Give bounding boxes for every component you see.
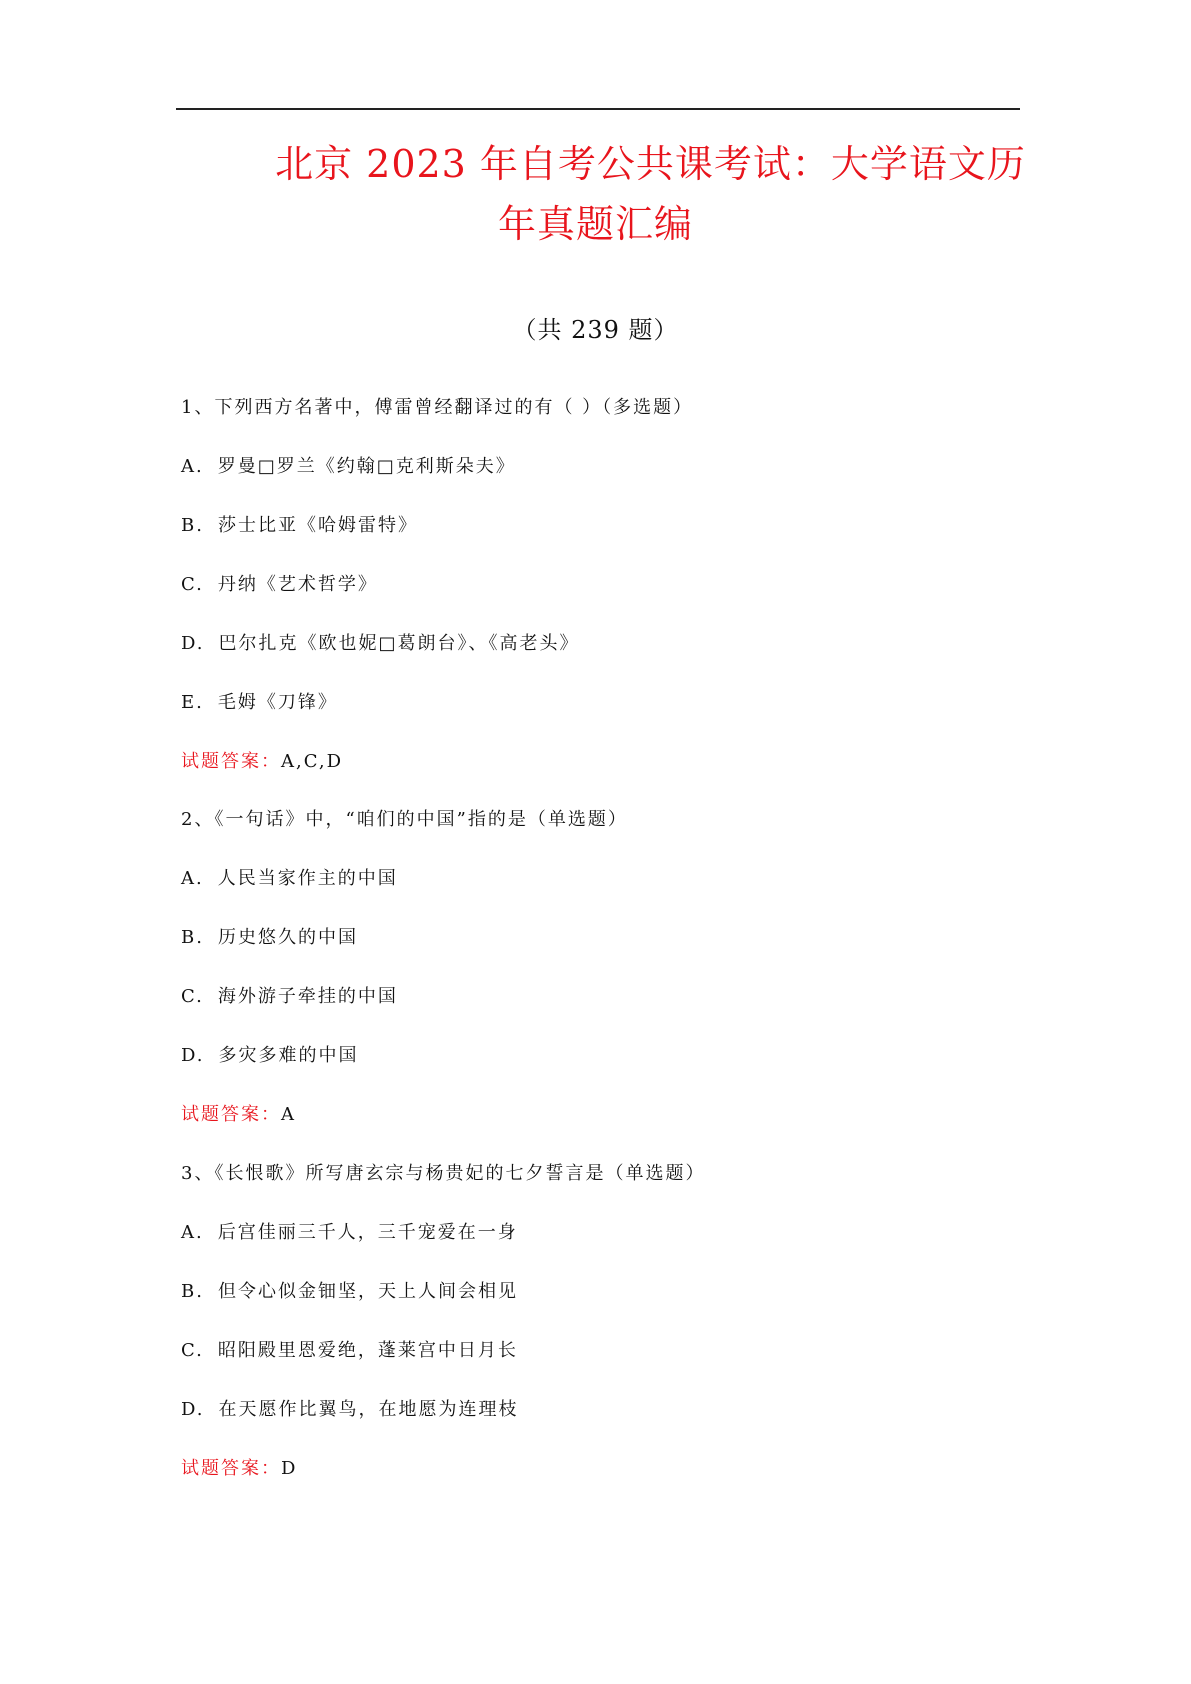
option-text: 巴尔扎克《欧也妮□葛朗台》、《高老头》: [218, 633, 580, 654]
question-1-option-b: [181, 514, 418, 538]
question-3-option-c: [181, 1339, 518, 1363]
document-title-line-2: 年真题汇编: [497, 202, 693, 246]
option-text: 历史悠久的中国: [217, 927, 358, 948]
question-1-answer: [181, 750, 343, 774]
answer-value: A,C,D: [281, 751, 344, 772]
option-letter: B.: [181, 515, 204, 536]
question-1-option-e: [181, 691, 338, 715]
option-text: 但令心似金钿坚，天上人间会相见: [217, 1281, 518, 1302]
answer-value: D: [281, 1458, 298, 1479]
question-2-option-d: [181, 1044, 359, 1068]
question-2-option-b: [181, 926, 358, 950]
answer-label: 试题答案：: [181, 1458, 281, 1479]
option-text: 毛姆《刀锋》: [217, 692, 338, 713]
option-text: 罗曼□罗兰《约翰□克利斯朵夫》: [217, 456, 516, 477]
option-letter: C.: [181, 1340, 204, 1361]
answer-label: 试题答案：: [181, 1104, 281, 1125]
question-2-option-a: [181, 867, 398, 891]
option-text: 海外游子牵挂的中国: [217, 986, 398, 1007]
option-text: 人民当家作主的中国: [217, 868, 398, 889]
answer-label: 试题答案：: [181, 751, 281, 772]
option-letter: D.: [181, 1399, 205, 1420]
option-letter: E.: [181, 692, 204, 713]
option-letter: A.: [181, 1222, 204, 1243]
question-3-option-d: [181, 1398, 519, 1422]
option-letter: B.: [181, 927, 204, 948]
option-letter: C.: [181, 986, 204, 1007]
question-3-option-a: [181, 1221, 518, 1245]
question-3-answer: [181, 1457, 297, 1481]
question-2-option-c: [181, 985, 398, 1009]
option-letter: A.: [181, 868, 204, 889]
question-1-option-c: [181, 573, 378, 597]
option-text: 昭阳殿里恩爱绝，蓬莱宫中日月长: [217, 1340, 518, 1361]
option-text: 在天愿作比翼鸟，在地愿为连理枝: [218, 1399, 519, 1420]
top-horizontal-rule: [176, 108, 1020, 110]
option-letter: B.: [181, 1281, 204, 1302]
option-text: 丹纳《艺术哲学》: [217, 574, 378, 595]
option-letter: C.: [181, 574, 204, 595]
question-3-stem: 3、《长恨歌》所写唐玄宗与杨贵妃的七夕誓言是（单选题）: [181, 1163, 706, 1184]
option-text: 多灾多难的中国: [218, 1045, 359, 1066]
question-3-option-b: [181, 1280, 518, 1304]
option-text: 后宫佳丽三千人，三千宠爱在一身: [217, 1222, 518, 1243]
option-text: 莎士比亚《哈姆雷特》: [217, 515, 418, 536]
answer-value: A: [281, 1104, 296, 1125]
question-1-option-d: [181, 632, 580, 656]
option-letter: A.: [181, 456, 204, 477]
document-title-line-1: 北京 2023 年自考公共课考试：大学语文历: [275, 142, 1026, 186]
question-2-answer: [181, 1103, 296, 1127]
option-letter: D.: [181, 1045, 205, 1066]
question-2-stem: 2、《一句话》中，“咱们的中国”指的是（单选题）: [181, 809, 628, 830]
question-1-option-a: [181, 455, 516, 479]
option-letter: D.: [181, 633, 205, 654]
question-1-stem: 1、下列西方名著中，傅雷曾经翻译过的有（ ）（多选题）: [181, 397, 694, 418]
question-count: （共 239 题）: [512, 316, 679, 344]
